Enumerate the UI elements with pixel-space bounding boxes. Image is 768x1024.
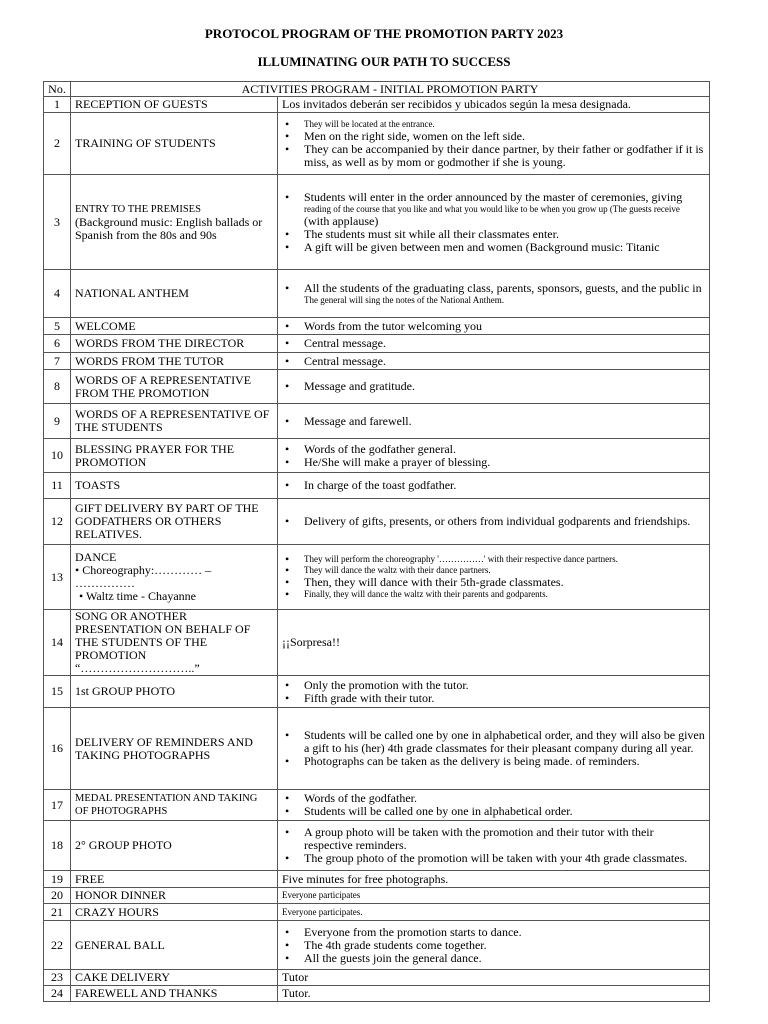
row-number: 17 — [44, 790, 71, 821]
activity-label: DELIVERY OF REMINDERS AND TAKING PHOTOGRAPHS — [75, 734, 253, 762]
table-row — [44, 353, 710, 370]
details-list — [282, 355, 705, 368]
details-cell — [278, 610, 710, 676]
activities-table-body — [44, 82, 710, 1002]
details-list — [282, 191, 705, 254]
activity-cell — [71, 473, 278, 499]
details-list — [282, 119, 705, 169]
details-text: Tutor — [282, 970, 309, 984]
activity-cell — [71, 970, 278, 986]
table-row — [44, 790, 710, 821]
details-list-item: • Students will be called one by one in alphabetical order, and they will also be given a gift to his (her) 4th grade classmates for their pleasant company during all year. — [304, 729, 705, 755]
details-list-item: reading of the course that you like and what you would like to be when you grow up (The guests receive — [304, 203, 680, 214]
details-cell — [278, 904, 710, 921]
details-list-item: • Delivery of gifts, presents, or others from individual godparents and friendships. — [304, 515, 705, 528]
details-cell — [278, 318, 710, 335]
details-text: Five minutes for free photographs. — [282, 871, 449, 886]
activity-label: FREE — [75, 871, 105, 886]
activity-cell — [71, 708, 278, 790]
details-cell — [278, 175, 710, 270]
row-number: 21 — [44, 904, 71, 921]
activity-cell — [71, 610, 278, 676]
table-row — [44, 439, 710, 473]
details-list-item: • Finally, they will dance the waltz with their parents and godparents. — [304, 589, 705, 600]
activity-note: (Background music: English ballads or Spanish from the 80s and 90s — [75, 214, 263, 242]
activities-table — [43, 81, 710, 1002]
details-list-item: • Students will enter in the order announced by the master of ceremonies, giving — [304, 191, 705, 204]
activity-cell — [71, 921, 278, 970]
details-cell — [278, 353, 710, 370]
activity-label: SONG OR ANOTHER PRESENTATION ON BEHALF OF THE STUDENTS OF THE PROMOTION “………………………..” — [75, 609, 251, 675]
details-cell — [278, 270, 710, 318]
activity-label: WELCOME — [75, 318, 136, 333]
table-row — [44, 318, 710, 335]
details-list — [282, 380, 705, 393]
document-subtitle: ILLUMINATING OUR PATH TO SUCCESS — [257, 54, 511, 69]
details-list-item: • The group photo of the promotion will be taken with your 4th grade classmates. — [304, 852, 705, 865]
details-cell — [278, 499, 710, 545]
table-row — [44, 499, 710, 545]
table-row — [44, 676, 710, 708]
activity-cell — [71, 676, 278, 708]
details-list-item: The general will sing the notes of the National Anthem. — [304, 294, 504, 305]
details-text: Los invitados deberán ser recibidos y ubicados según la mesa designada. — [282, 97, 631, 111]
table-row — [44, 921, 710, 970]
details-list-item: • Message and farewell. — [304, 415, 705, 428]
details-list-item: • They can be accompanied by their dance partner, by their father or godfather if it is miss, as well as by mom or godmother if she is young. — [304, 143, 705, 169]
details-cell — [278, 370, 710, 404]
details-list-item: • They will dance the waltz with their dance partners. — [304, 565, 705, 576]
table-row — [44, 888, 710, 904]
details-list-item: (with applause) — [304, 213, 379, 228]
details-cell — [278, 97, 710, 113]
details-list-item: • Words of the godfather general. — [304, 443, 705, 456]
activity-label: TOASTS — [75, 478, 121, 492]
details-list-item: • All the guests join the general dance. — [304, 952, 705, 965]
row-number: 12 — [44, 499, 71, 545]
activity-label: GIFT DELIVERY BY PART OF THE GODFATHERS OR OTHERS RELATIVES. — [75, 501, 259, 541]
table-row — [44, 904, 710, 921]
details-list-item: • Central message. — [304, 337, 705, 350]
row-number: 13 — [44, 545, 71, 610]
details-list-item: • Words of the godfather. — [304, 792, 705, 805]
activity-label: CRAZY HOURS — [75, 904, 159, 919]
row-number: 8 — [44, 370, 71, 404]
row-number: 10 — [44, 439, 71, 473]
details-list-item: • Words from the tutor welcoming you — [304, 320, 705, 333]
details-cell — [278, 708, 710, 790]
details-list-item: • In charge of the toast godfather. — [304, 479, 705, 492]
table-row — [44, 821, 710, 871]
activity-cell — [71, 888, 278, 904]
details-cell — [278, 545, 710, 610]
details-list-item: • Men on the right side, women on the left side. — [304, 130, 705, 143]
activity-label: BLESSING PRAYER FOR THE PROMOTION — [75, 441, 235, 469]
table-row — [44, 986, 710, 1002]
details-list — [282, 554, 705, 600]
details-list — [282, 337, 705, 350]
activity-cell — [71, 97, 278, 113]
activity-label: WORDS OF A REPRESENTATIVE FROM THE PROMOTION — [75, 372, 252, 400]
activity-cell — [71, 318, 278, 335]
details-list-item: • The 4th grade students come together. — [304, 939, 705, 952]
activity-label: CAKE DELIVERY — [75, 970, 170, 984]
details-list-item: • Message and gratitude. — [304, 380, 705, 393]
details-text: Tutor. — [282, 986, 311, 1000]
table-row — [44, 545, 710, 610]
table-row — [44, 370, 710, 404]
details-list-item: • Photographs can be taken as the delivery is being made. of reminders. — [304, 755, 705, 768]
activity-cell — [71, 404, 278, 439]
details-cell — [278, 821, 710, 871]
activity-cell — [71, 175, 278, 270]
activity-label: HONOR DINNER — [75, 888, 166, 902]
details-list — [282, 926, 705, 965]
header-activities: ACTIVITIES PROGRAM - INITIAL PROMOTION PARTY — [71, 82, 710, 97]
details-list-item: • Fifth grade with their tutor. — [304, 692, 705, 705]
details-cell — [278, 676, 710, 708]
details-list — [282, 792, 705, 818]
row-number: 1 — [44, 97, 71, 113]
details-list-item: • Students will be called one by one in alphabetical order. — [304, 805, 705, 818]
details-list-item: • Only the promotion with the tutor. — [304, 679, 705, 692]
details-list-item: • Central message. — [304, 355, 705, 368]
table-row — [44, 175, 710, 270]
details-text: ¡¡Sorpresa!! — [282, 635, 340, 649]
details-cell — [278, 871, 710, 888]
row-number: 11 — [44, 473, 71, 499]
details-cell — [278, 404, 710, 439]
activity-cell — [71, 353, 278, 370]
details-list — [282, 515, 705, 528]
details-list — [282, 320, 705, 333]
row-number: 2 — [44, 113, 71, 175]
document-title: PROTOCOL PROGRAM OF THE PROMOTION PARTY 2023 — [204, 26, 564, 41]
activity-cell — [71, 113, 278, 175]
activity-cell — [71, 821, 278, 871]
details-list-item: • The students must sit while all their classmates enter. — [304, 228, 705, 241]
details-list-item: • Then, they will dance with their 5th-grade classmates. — [304, 576, 705, 589]
activity-cell — [71, 986, 278, 1002]
activity-label: TRAINING OF STUDENTS — [75, 136, 216, 150]
details-list — [282, 443, 705, 469]
activity-cell — [71, 270, 278, 318]
row-number: 22 — [44, 921, 71, 970]
row-number: 7 — [44, 353, 71, 370]
details-list — [282, 729, 705, 768]
details-cell — [278, 921, 710, 970]
row-number: 19 — [44, 871, 71, 888]
details-list-item: • A gift will be given between men and women (Background music: Titanic — [304, 241, 705, 254]
activity-label: MEDAL PRESENTATION AND TAKING OF PHOTOGRAPHS — [75, 793, 258, 817]
row-number: 16 — [44, 708, 71, 790]
table-row — [44, 335, 710, 353]
row-number: 3 — [44, 175, 71, 270]
row-number: 15 — [44, 676, 71, 708]
activity-label: DANCE — [75, 550, 117, 564]
row-number: 20 — [44, 888, 71, 904]
details-cell — [278, 986, 710, 1002]
table-row — [44, 871, 710, 888]
details-cell — [278, 790, 710, 821]
activity-cell — [71, 439, 278, 473]
activity-label: NATIONAL ANTHEM — [75, 286, 189, 300]
details-list-item: • They will perform the choreography '……………' with their respective dance partners. — [304, 554, 705, 565]
activity-cell — [71, 370, 278, 404]
details-cell — [278, 335, 710, 353]
row-number: 9 — [44, 404, 71, 439]
activity-label: FAREWELL AND THANKS — [75, 986, 218, 1000]
details-cell — [278, 473, 710, 499]
activity-label: ENTRY TO THE PREMISES — [75, 203, 201, 215]
table-row — [44, 404, 710, 439]
details-list — [282, 282, 705, 306]
row-number: 18 — [44, 821, 71, 871]
row-number: 5 — [44, 318, 71, 335]
table-row — [44, 610, 710, 676]
details-cell — [278, 439, 710, 473]
details-list — [282, 479, 705, 492]
header-no: No. — [44, 82, 71, 97]
activity-label: GENERAL BALL — [75, 937, 165, 952]
activity-label: RECEPTION OF GUESTS — [75, 97, 208, 111]
activity-cell — [71, 790, 278, 821]
activity-note: • Choreography:………… – …………… — [75, 563, 212, 590]
activity-label: WORDS FROM THE DIRECTOR — [75, 336, 245, 350]
table-row — [44, 970, 710, 986]
details-cell — [278, 113, 710, 175]
row-number: 23 — [44, 970, 71, 986]
activity-label: WORDS FROM THE TUTOR — [75, 353, 225, 368]
table-row — [44, 97, 710, 113]
row-number: 24 — [44, 986, 71, 1002]
table-row — [44, 473, 710, 499]
row-number: 6 — [44, 335, 71, 353]
activity-label: 2° GROUP PHOTO — [75, 838, 172, 852]
details-text: Everyone participates — [282, 890, 361, 900]
activity-cell — [71, 545, 278, 610]
activity-note: • Waltz time - Chayanne — [79, 589, 196, 603]
activity-cell — [71, 904, 278, 921]
activity-label: 1st GROUP PHOTO — [75, 684, 176, 698]
activity-label: WORDS OF A REPRESENTATIVE OF THE STUDENTS — [75, 407, 270, 434]
table-header-row — [44, 82, 710, 97]
details-cell — [278, 970, 710, 986]
activity-cell — [71, 871, 278, 888]
details-cell — [278, 888, 710, 904]
row-number: 4 — [44, 270, 71, 318]
details-list-item: • A group photo will be taken with the promotion and their tutor with their respective reminders. — [304, 826, 705, 852]
table-row — [44, 708, 710, 790]
details-list-item: • They will be located at the entrance. — [304, 119, 705, 130]
activity-cell — [71, 499, 278, 545]
details-list — [282, 679, 705, 705]
table-row — [44, 270, 710, 318]
details-text: Everyone participates. — [282, 906, 363, 917]
row-number: 14 — [44, 610, 71, 676]
details-list-item: • He/She will make a prayer of blessing. — [304, 456, 705, 469]
details-list-item: • Everyone from the promotion starts to dance. — [304, 926, 705, 939]
details-list-item: • All the students of the graduating class, parents, sponsors, guests, and the public in — [304, 282, 705, 295]
table-row — [44, 113, 710, 175]
details-list — [282, 415, 705, 428]
details-list — [282, 826, 705, 865]
activity-cell — [71, 335, 278, 353]
